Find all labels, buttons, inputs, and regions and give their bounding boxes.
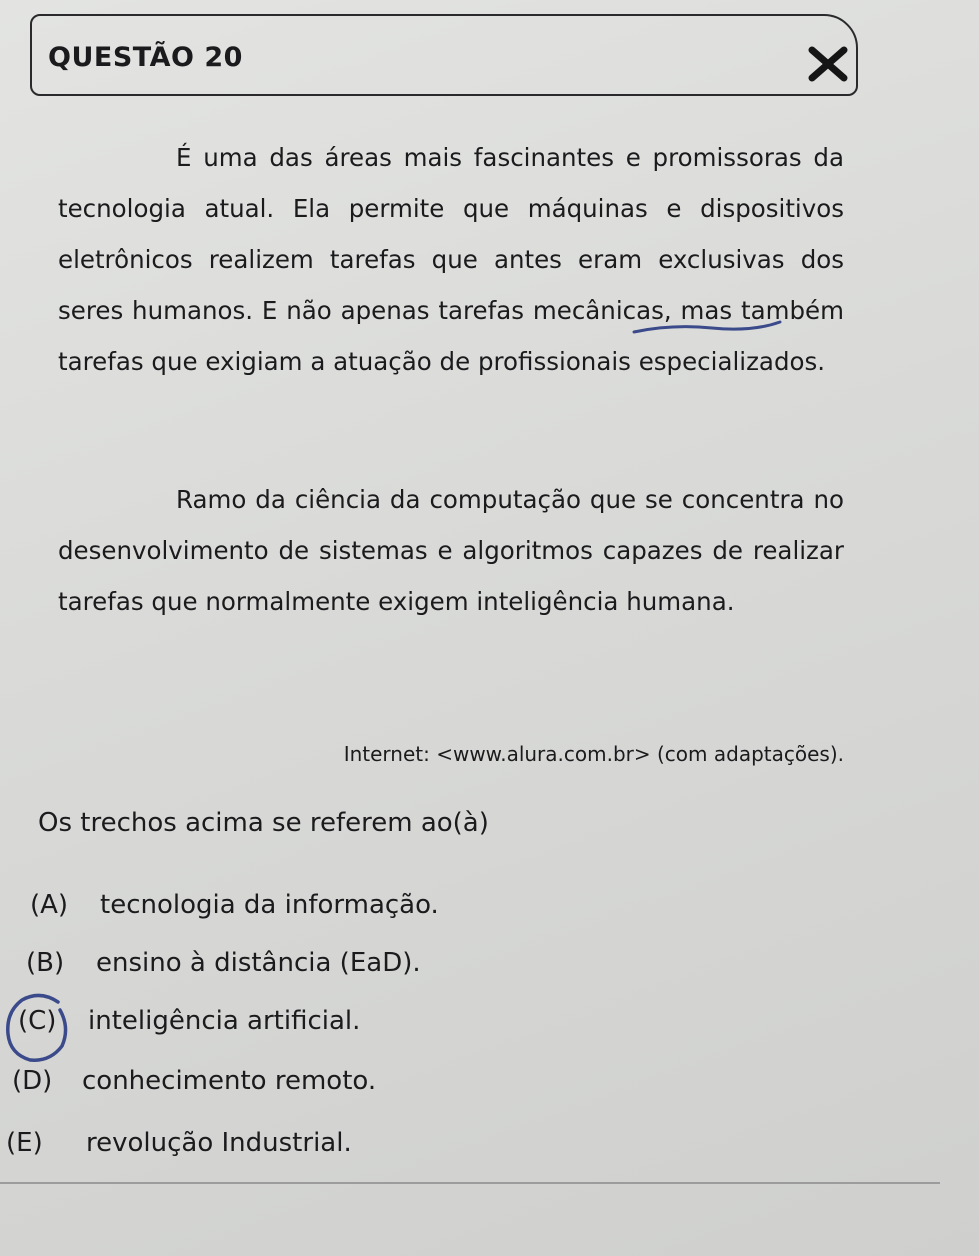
pen-underline-mark bbox=[632, 318, 782, 342]
pen-circle-mark bbox=[0, 988, 80, 1068]
option-text: tecnologia da informação. bbox=[100, 890, 439, 920]
option-letter: (A) bbox=[30, 890, 69, 920]
page-divider bbox=[0, 1182, 940, 1184]
option-letter: (E) bbox=[6, 1128, 43, 1158]
option-text: ensino à distância (EaD). bbox=[96, 948, 421, 978]
option-letter: (B) bbox=[26, 948, 65, 978]
option-d[interactable] bbox=[12, 1066, 376, 1096]
option-text: inteligência artificial. bbox=[88, 1006, 361, 1036]
option-a[interactable] bbox=[30, 890, 439, 920]
question-stem: Os trechos acima se referem ao(à) bbox=[38, 808, 489, 838]
option-letter: (D) bbox=[12, 1066, 53, 1096]
option-e[interactable] bbox=[6, 1128, 352, 1158]
option-text: conhecimento remoto. bbox=[82, 1066, 377, 1096]
option-text: revolução Industrial. bbox=[86, 1128, 352, 1158]
question-title: QUESTÃO 20 bbox=[48, 42, 243, 73]
text-paragraph-1: É uma das áreas mais fascinantes e promissoras da tecnologia atual. Ela permite que máquinas e dispositivos eletrônicos realizem tarefas que antes eram exclusivas dos seres humanos. E não apenas tarefas mecânicas, mas também tarefas que exigiam a atuação de profissionais especializados. bbox=[58, 143, 844, 376]
source-citation: Internet: <www.alura.com.br> (com adaptações). bbox=[343, 742, 844, 766]
x-mark-icon bbox=[808, 46, 848, 82]
option-letter: (C) bbox=[18, 1006, 57, 1036]
text-paragraph-2: Ramo da ciência da computação que se concentra no desenvolvimento de sistemas e algoritmos capazes de realizar tarefas que normalmente exigem inteligência humana. bbox=[58, 485, 844, 616]
option-b[interactable] bbox=[26, 948, 421, 978]
